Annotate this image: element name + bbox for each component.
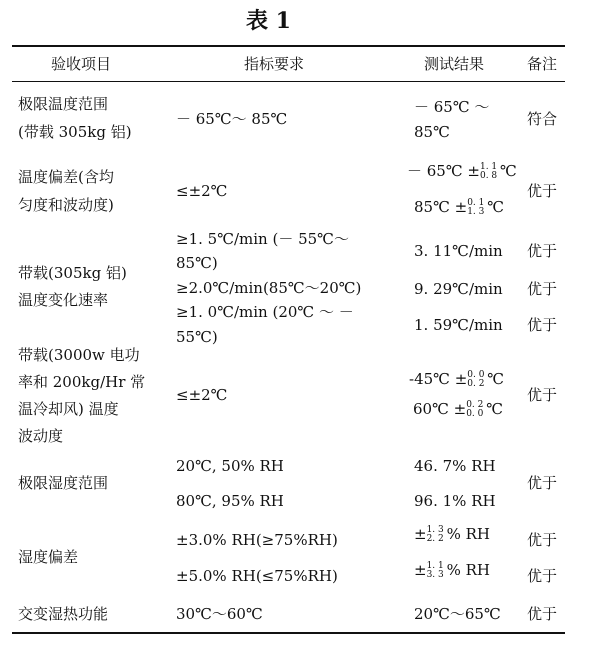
row1-item: 匀度和波动度) bbox=[18, 196, 114, 214]
row2-note: 优于 bbox=[527, 280, 558, 298]
row2-item: 带载(305kg 铝) bbox=[18, 264, 127, 282]
row0-item: (带载 305kg 铝) bbox=[18, 123, 132, 141]
row5-req: ±3.0% RH(≥75%RH) bbox=[176, 531, 338, 549]
row3-note: 优于 bbox=[527, 386, 558, 404]
row3-item: 带载(3000w 电功 bbox=[18, 346, 140, 364]
row2-result: 3. 11℃/min bbox=[414, 242, 503, 260]
row3-item: 波动度 bbox=[18, 427, 64, 445]
row0-item: 极限温度范围 bbox=[18, 95, 109, 113]
row3-item: 率和 200kg/Hr 常 bbox=[18, 373, 146, 391]
row2-req: ≥1. 0℃/min (20℃ ～ － bbox=[176, 303, 354, 321]
row6-req: 30℃～60℃ bbox=[176, 605, 263, 623]
row2-result: 9. 29℃/min bbox=[414, 280, 503, 298]
bottom-rule bbox=[12, 632, 565, 634]
row4-result: 96. 1% RH bbox=[414, 492, 496, 510]
header-requirement: 指标要求 bbox=[244, 55, 305, 73]
row0-result: － 65℃ ～ bbox=[414, 98, 490, 116]
row3-req: ≤±2℃ bbox=[176, 386, 228, 404]
row2-result: 1. 59℃/min bbox=[414, 316, 503, 334]
row1-req: ≤±2℃ bbox=[176, 182, 228, 200]
row4-result: 46. 7% RH bbox=[414, 457, 496, 475]
row3-item: 温冷却风) 温度 bbox=[18, 400, 119, 418]
row2-req: ≥2.0℃/min(85℃～20℃) bbox=[176, 279, 362, 297]
header-note: 备注 bbox=[527, 55, 558, 73]
row1-note: 优于 bbox=[527, 182, 558, 200]
row0-result: 85℃ bbox=[414, 123, 450, 141]
row6-result: 20℃～65℃ bbox=[414, 605, 501, 623]
row5-note: 优于 bbox=[527, 531, 558, 549]
header-item: 验收项目 bbox=[51, 55, 112, 73]
row4-note: 优于 bbox=[527, 474, 558, 492]
row4-req: 80℃, 95% RH bbox=[176, 492, 284, 510]
row0-note: 符合 bbox=[527, 110, 558, 128]
row5-result: ± 1. 1 3. 3 % RH bbox=[414, 561, 490, 580]
row3-result: 60℃ ± 0. 2 0. 0 ℃ bbox=[413, 400, 503, 419]
top-rule bbox=[12, 45, 565, 47]
row5-item: 湿度偏差 bbox=[18, 548, 79, 566]
row2-item: 温度变化速率 bbox=[18, 291, 109, 309]
row5-note: 优于 bbox=[527, 567, 558, 585]
row2-note: 优于 bbox=[527, 316, 558, 334]
row4-item: 极限湿度范围 bbox=[18, 474, 109, 492]
row2-req: ≥1. 5℃/min (－ 55℃～ bbox=[176, 230, 349, 248]
row0-req: － 65℃～ 85℃ bbox=[176, 110, 288, 128]
row2-req: 55℃) bbox=[176, 328, 218, 346]
row5-req: ±5.0% RH(≤75%RH) bbox=[176, 567, 338, 585]
row6-item: 交变湿热功能 bbox=[18, 605, 109, 623]
row2-req: 85℃) bbox=[176, 254, 218, 272]
row2-note: 优于 bbox=[527, 242, 558, 260]
row1-item: 温度偏差(含均 bbox=[18, 168, 114, 186]
header-rule bbox=[12, 81, 565, 82]
table-title: 表 1 bbox=[246, 8, 291, 34]
row6-note: 优于 bbox=[527, 605, 558, 623]
header-result: 测试结果 bbox=[424, 55, 485, 73]
row3-result: -45℃ ± 0. 0 0. 2 ℃ bbox=[409, 370, 505, 389]
row4-req: 20℃, 50% RH bbox=[176, 457, 284, 475]
row1-result: 85℃ ± 0. 1 1. 3 ℃ bbox=[414, 198, 504, 217]
row1-result: － 65℃ ± 1. 1 0. 8 ℃ bbox=[407, 162, 517, 181]
row5-result: ± 1. 3 2. 2 % RH bbox=[414, 525, 490, 544]
